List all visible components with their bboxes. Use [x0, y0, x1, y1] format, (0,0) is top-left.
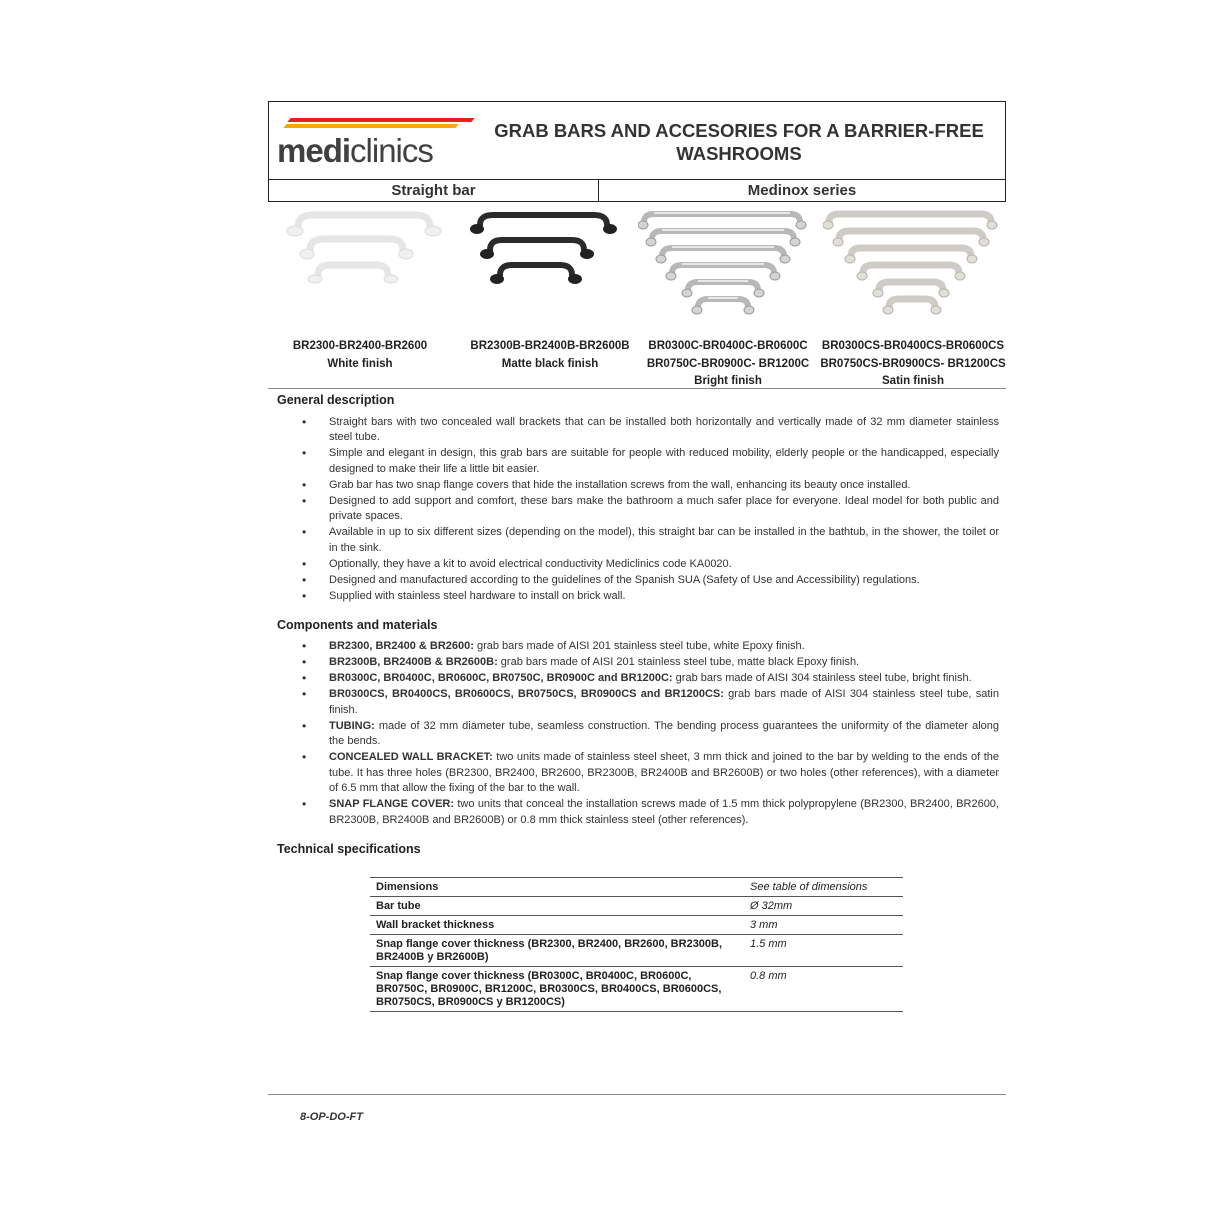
spec-value: 0.8 mm — [750, 970, 787, 982]
subheader-straight-bar: Straight bar — [269, 180, 599, 201]
black-bars-image — [460, 205, 640, 335]
main-content — [277, 393, 999, 863]
subheader-medinox-series: Medinox series — [747, 182, 857, 199]
components-heading: Components and materials — [277, 617, 438, 632]
table-row — [370, 916, 903, 935]
components-list — [277, 639, 999, 828]
brand-logo — [275, 114, 471, 170]
spec-value: 1.5 mm — [750, 938, 787, 950]
section-divider — [268, 388, 1006, 389]
product-black — [460, 205, 640, 385]
table-row — [370, 897, 903, 916]
product-finish: Matte black finish — [501, 357, 599, 370]
product-codes-line2: BR0750C-BR0900C- BR1200C — [646, 357, 810, 370]
list-item: • BR2300, BR2400 & BR2600: grab bars made of AISI 201 stainless steel tube, white Epoxy finish. — [329, 639, 999, 655]
product-finish: White finish — [327, 357, 393, 370]
product-finish: Bright finish — [694, 375, 762, 387]
product-caption — [260, 338, 460, 373]
product-caption — [813, 338, 1013, 391]
spec-key: Wall bracket thickness — [376, 919, 495, 931]
product-codes: BR2300-BR2400-BR2600 — [292, 340, 428, 352]
list-item: • Straight bars with two concealed wall brackets that can be installed both horizontally and vertically made of 32 mm diameter stainless steel tube. — [329, 415, 999, 446]
product-codes: BR0300C-BR0400C-BR0600C — [648, 340, 808, 352]
logo-yellow-stripe — [283, 124, 458, 128]
general-description-list — [277, 415, 999, 605]
table-row — [370, 935, 903, 967]
product-white — [270, 205, 450, 385]
product-bright — [638, 205, 818, 385]
list-item: • Available in up to six different sizes (depending on the model), this straight bar can be installed in the bathtub, in the shower, the toilet or in the sink. — [329, 525, 999, 556]
spec-value: See table of dimensions — [750, 881, 868, 893]
spec-key: Snap flange cover thickness (BR2300, BR2400, BR2600, BR2300B, BR2400B y BR2600B) — [376, 938, 723, 963]
spec-key: Dimensions — [376, 881, 439, 893]
product-caption — [628, 338, 828, 391]
document-title: GRAB BARS AND ACCESORIES FOR A BARRIER-FREE WASHROOMS — [494, 120, 984, 164]
spec-value: 3 mm — [750, 919, 778, 931]
technical-heading: Technical specifications — [277, 841, 421, 856]
list-item: • Designed to add support and comfort, these bars make the bathroom a much safer place for everyone. Ideal model for both public and private spaces. — [329, 494, 999, 525]
list-item: • BR0300CS, BR0400CS, BR0600CS, BR0750CS, BR0900CS and BR1200CS: grab bars made of AISI 304 stainless steel tube, satin finish. — [329, 687, 999, 718]
list-item: • BR2300B, BR2400B & BR2600B: grab bars made of AISI 201 stainless steel tube, matte black Epoxy finish. — [329, 655, 999, 671]
list-item: • Supplied with stainless steel hardware to install on brick wall. — [329, 589, 999, 605]
product-codes: BR0300CS-BR0400CS-BR0600CS — [821, 340, 1005, 352]
table-row — [370, 878, 903, 897]
product-finish: Satin finish — [882, 375, 944, 387]
satin-bars-image — [823, 205, 1005, 335]
list-item: • Optionally, they have a kit to avoid electrical conductivity Mediclinics code KA0020. — [329, 557, 999, 573]
product-codes: BR2300B-BR2400B-BR2600B — [470, 340, 630, 352]
list-item: • BR0300C, BR0400C, BR0600C, BR0750C, BR0900C and BR1200C: grab bars made of AISI 304 stainless steel tube, bright finish. — [329, 671, 999, 687]
product-satin — [820, 205, 1006, 387]
logo-red-stripe — [287, 118, 474, 122]
general-description-heading: General description — [277, 393, 395, 407]
footer-divider — [268, 1094, 1006, 1095]
bright-bars-image — [638, 205, 818, 335]
document-code: 8-OP-DO-FT — [300, 1111, 363, 1123]
product-codes-line2: BR0750CS-BR0900CS- BR1200CS — [820, 357, 1006, 370]
list-item: • Simple and elegant in design, this grab bars are suitable for people with reduced mobility, elderly people or the handicapped, especially designed to make their life a little bit easier. — [329, 446, 999, 477]
product-caption — [450, 338, 650, 373]
spec-value: Ø 32mm — [750, 900, 793, 912]
white-bars-image — [270, 205, 450, 335]
product-gallery — [268, 205, 1006, 385]
list-item: • SNAP FLANGE COVER: two units that conceal the installation screws made of 1.5 mm thick polypropylene (BR2300, BR2400, BR2600, BR2300B, BR2400B and BR2600B) or 0.8 mm thick stainless steel (other references). — [329, 797, 999, 828]
logo-wordmark: mediclinics — [277, 132, 433, 169]
list-item: • CONCEALED WALL BRACKET: two units made of stainless steel sheet, 3 mm thick and joined to the bar by welding to the ends of the tube. It has three holes (BR2300, BR2400, BR2600, BR2300B, BR2400B and BR2600B) or two holes (other references), with a diameter of 6.5 mm that allow the fixing of the bar to the wall. — [329, 750, 999, 797]
table-row — [370, 967, 903, 1012]
list-item: • Grab bar has two snap flange covers that hide the installation screws from the wall, enhancing its beauty once installed. — [329, 478, 999, 494]
technical-specs-table — [370, 877, 903, 1012]
spec-key: Snap flange cover thickness (BR0300C, BR0400C, BR0600C, BR0750C, BR0900C, BR1200C, BR0300CS, BR0400CS, BR0600CS, BR0750CS, BR0900CS y BR1200CS) — [376, 970, 722, 1008]
list-item: • Designed and manufactured according to the guidelines of the Spanish SUA (Safety of Use and Accessibility) regulations. — [329, 573, 999, 589]
header — [268, 101, 1006, 180]
subheader — [268, 179, 1006, 202]
list-item: • TUBING: made of 32 mm diameter tube, seamless construction. The bending process guarantees the uniformity of the diameter along the bends. — [329, 719, 999, 750]
spec-key: Bar tube — [376, 900, 421, 912]
